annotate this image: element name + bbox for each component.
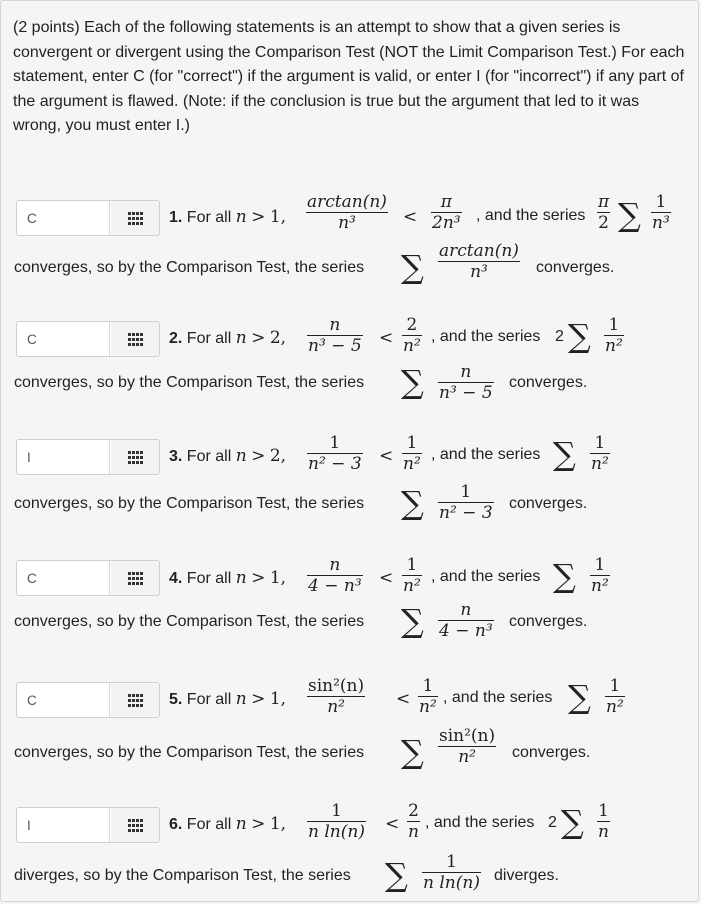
sigma-symbol: ∑ [568, 317, 591, 355]
sigma-symbol: ∑ [401, 733, 424, 771]
g-fraction: $\frac{1}{\text{n²}}$ [419, 676, 437, 717]
g-fraction: $\frac{1}{\text{n²}}$ [403, 433, 421, 474]
statement-number: 4. [169, 570, 183, 587]
t-fraction: $\frac{1}{\text{n² − 3}}$ [439, 482, 493, 523]
grid-icon [128, 451, 143, 464]
statement-number: 3. [169, 448, 183, 465]
answer-box-5 [16, 682, 160, 718]
s-fraction: $\frac{1}{n}$ [598, 801, 609, 842]
statement-4: C 4. For all n > 1, $\frac{n}{\text{4 − n³}}$ < $\frac{1}{\text{n²}}$ , and the series ∑ $\frac{1}{\text{n²}}$ converges, so by the Comparison Test, the series ∑ $\frac{n}{\text{4 − n³}}$ converges. [13, 546, 693, 656]
statement-number: 1. [169, 209, 183, 226]
t-fraction: $\frac{\arctan(n)}{\text{n³}}$ [439, 241, 519, 282]
answer-input-5[interactable] [17, 683, 110, 717]
answer-input-4[interactable] [17, 561, 110, 595]
statement-5: C 5. For all n > 1, $\frac{\text{sin²(n)}}{\text{n²}}$ < $\frac{1}{\text{n²}}$ , and the series ∑ $\frac{1}{\text{n²}}$ converges, so by the Comparison Test, the series ∑ $\frac{\text{sin²(n)}}{\text{n²}}$ converges. [13, 668, 693, 778]
g-fraction: $\frac{2}{n}$ [408, 801, 419, 842]
equation-palette-button-2[interactable] [111, 322, 159, 356]
sigma-symbol: ∑ [568, 678, 591, 716]
g-fraction: $\frac{2}{\text{n²}}$ [403, 315, 421, 356]
grid-icon [128, 819, 143, 832]
answer-box-1 [16, 200, 160, 236]
equation-palette-button-4[interactable] [111, 561, 159, 595]
grid-icon [128, 572, 143, 585]
sigma-symbol: ∑ [561, 803, 584, 841]
statement-6: I 6. For all n > 1, $\frac{1}{\text{n ln(n)}}$ < $\frac{2}{n}$ , and the series 2 ∑ $\frac{1}{n}$ diverges, so by the Comparison Test, the series ∑ $\frac{1}{\text{n ln(n)}}$ diverges. [13, 792, 693, 902]
statement-number: 2. [169, 330, 183, 347]
answer-box-2 [16, 321, 160, 357]
equation-palette-button-5[interactable] [111, 683, 159, 717]
sigma-symbol: ∑ [401, 248, 424, 286]
sigma-symbol: ∑ [401, 363, 424, 401]
statement-number: 6. [169, 816, 183, 833]
answer-input-1[interactable] [17, 201, 110, 235]
grid-icon [128, 212, 143, 225]
t-fraction: $\frac{\text{sin²(n)}}{\text{n²}}$ [439, 726, 496, 767]
sigma-symbol: ∑ [553, 435, 576, 473]
sigma-symbol: ∑ [385, 856, 408, 894]
answer-input-3[interactable] [17, 440, 110, 474]
s-fraction: $\frac{1}{\text{n²}}$ [605, 315, 623, 356]
s-fraction: $\frac{1}{\text{n²}}$ [591, 555, 609, 596]
s-fraction: $\frac{1}{\text{n²}}$ [591, 433, 609, 474]
f-fraction: $\frac{\text{sin²(n)}}{\text{n²}}$ [308, 676, 365, 717]
coef-fraction: $\frac{\pi}{2}$ [598, 192, 610, 233]
s-fraction: $\frac{1}{\text{n³}}$ [652, 192, 670, 233]
g-fraction: $\frac{1}{\text{n²}}$ [403, 555, 421, 596]
f-fraction: $\frac{1}{\text{n ln(n)}}$ [308, 801, 365, 842]
statement-3: I 3. For all n > 2, $\frac{1}{\text{n² − 3}}$ < $\frac{1}{\text{n²}}$ , and the series ∑ $\frac{1}{\text{n²}}$ converges, so by the Comparison Test, the series ∑ $\frac{1}{\text{n² − 3}}$ converges. [13, 425, 693, 535]
sigma-symbol: ∑ [401, 602, 424, 640]
f-fraction: $\frac{\arctan(n)}{\text{n³}}$ [307, 192, 387, 233]
answer-box-3 [16, 439, 160, 475]
answer-input-2[interactable] [17, 322, 110, 356]
sigma-symbol: ∑ [401, 484, 424, 522]
statement-number: 5. [169, 691, 183, 708]
t-fraction: $\frac{1}{\text{n ln(n)}}$ [423, 852, 480, 893]
sigma-symbol: ∑ [618, 196, 641, 234]
grid-icon [128, 333, 143, 346]
statement-2: C 2. For all n > 2, $\frac{n}{\text{n³ − 5}}$ < $\frac{2}{\text{n²}}$ , and the series 2 ∑ $\frac{1}{\text{n²}}$ converges, so by the Comparison Test, the series ∑ $\frac{n}{\text{n³ − 5}}$ converges. [13, 307, 693, 417]
g-fraction: $\frac{\pi}{\text{2n³}}$ [432, 192, 461, 233]
s-fraction: $\frac{1}{\text{n²}}$ [606, 676, 624, 717]
grid-icon [128, 694, 143, 707]
equation-palette-button-3[interactable] [111, 440, 159, 474]
t-fraction: $\frac{n}{\text{4 − n³}}$ [439, 600, 493, 641]
equation-palette-button-1[interactable] [111, 201, 159, 235]
sigma-symbol: ∑ [553, 557, 576, 595]
answer-box-4 [16, 560, 160, 596]
f-fraction: $\frac{n}{\text{n³ − 5}}$ [308, 315, 362, 356]
statement-1: C 1. For all n > 1, $\frac{\arctan(n)}{\text{n³}}$ < $\frac{\pi}{\text{2n³}}$ , and the series $\frac{\pi}{2}$ ∑ $\frac{1}{\text{n³}}$ converges, so by the Comparison Test, the series ∑ $\frac{\arctan(n)}{\text{n³}}$ converges. [13, 185, 693, 295]
equation-palette-button-6[interactable] [111, 808, 159, 842]
problem-instructions: (2 points) Each of the following statements is an attempt to show that a given series is convergent or divergent using the Comparison Test (NOT the Limit Comparison Test.) For each statement, enter C (for "correct") if the argument is valid, or enter I (for "incorrect") if any part of the argument is flawed. (Note: if the conclusion is true but the argument that led to it was wrong, you must enter I.) [13, 19, 685, 134]
t-fraction: $\frac{n}{\text{n³ − 5}}$ [439, 362, 493, 403]
f-fraction: $\frac{1}{\text{n² − 3}}$ [308, 433, 362, 474]
f-fraction: $\frac{n}{\text{4 − n³}}$ [308, 555, 362, 596]
answer-input-6[interactable] [17, 808, 110, 842]
answer-box-6 [16, 807, 160, 843]
